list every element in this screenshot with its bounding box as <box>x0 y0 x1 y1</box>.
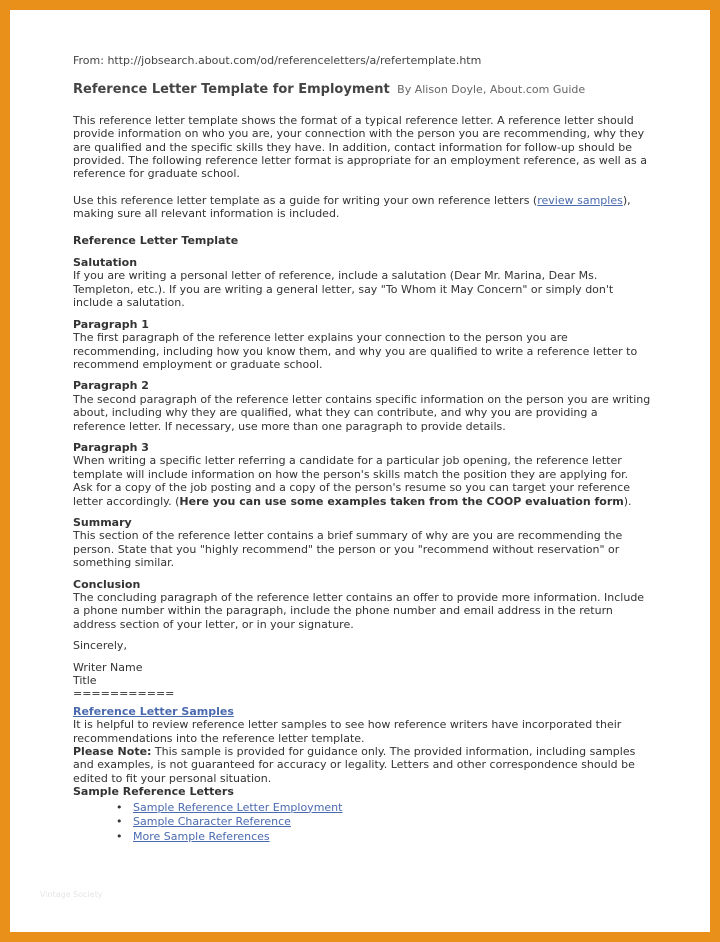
paragraph1-section <box>73 318 651 372</box>
section-heading: Salutation <box>73 256 138 270</box>
sample-character-link[interactable]: Sample Character Reference <box>133 815 291 829</box>
template-heading: Reference Letter Template <box>73 233 239 247</box>
closing: Sincerely, <box>73 639 127 653</box>
title-line <box>73 83 651 96</box>
writer-name: Writer Name <box>73 660 143 674</box>
source-line: From: http://jobsearch.about.com/od/referenceletters/a/refertemplate.htm <box>73 54 482 67</box>
salutation-section <box>73 256 651 310</box>
section-body: If you are writing a personal letter of reference, include a salutation (Dear Mr. Marina, Dear Ms. Templeton, etc.). If you are writing a general letter, say "To Whom it May Concern" or simply don't include a salutation. <box>73 269 614 310</box>
bullet-icon: • <box>116 815 123 829</box>
note-text: This sample is provided for guidance only. The provided information, including samples and examples, is not guaranteed for accuracy or legality. Letters and other correspondence should be edited to fit your personal situation. <box>73 745 636 785</box>
paragraph3-end: ). <box>623 494 632 508</box>
list-item <box>116 800 651 814</box>
paragraph2-section <box>73 379 651 433</box>
summary-section <box>73 516 651 570</box>
sample-employment-link[interactable]: Sample Reference Letter Employment <box>133 800 343 814</box>
samples-section <box>73 705 651 843</box>
guide-paragraph <box>73 194 651 221</box>
signature-block <box>73 661 651 701</box>
page-title: Reference Letter Template for Employment <box>73 82 390 98</box>
section-body <box>73 454 651 508</box>
note-paragraph <box>73 745 651 785</box>
section-heading: Paragraph 3 <box>73 440 149 454</box>
paragraph3-section <box>73 441 651 508</box>
review-samples-link[interactable]: review samples <box>537 193 623 207</box>
list-item <box>116 815 651 829</box>
list-item <box>116 829 651 843</box>
paragraph3-body: When writing a specific letter referring a candidate for a particular job opening, the reference letter template will include information on how the person's skills match the position they are applying for. Ask for a copy of the job posting and a copy of the person's resume so you can target your reference letter accordingly. ( <box>73 454 631 508</box>
document-content <box>73 54 651 844</box>
section-body: The first paragraph of the reference letter explains your connection to the person you are recommending, including how you know them, and why you are qualified to write a reference letter to recommend employment or graduate school. <box>73 331 638 371</box>
separator: =========== <box>73 687 175 701</box>
section-heading: Summary <box>73 515 132 529</box>
section-body: This section of the reference letter contains a brief summary of why are you are recommending the person. State that you "highly recommend" the person or you "recommend without reservation" or something similar. <box>73 529 623 570</box>
bullet-icon: • <box>116 800 123 814</box>
more-samples-link[interactable]: More Sample References <box>133 829 270 843</box>
section-heading: Conclusion <box>73 577 141 591</box>
guide-text-after: ), making sure all relevant information is included. <box>73 193 631 221</box>
conclusion-section <box>73 578 651 632</box>
section-heading: Paragraph 1 <box>73 317 149 331</box>
sample-letters-heading: Sample Reference Letters <box>73 785 234 799</box>
intro-paragraph: This reference letter template shows the format of a typical reference letter. A reference letter should provide information on who you are, your connection with the person you are recommending, why they are qualified and the specific skills they have. In addition, contact information for follow-up should be provided. The following reference letter format is appropriate for an employment reference, as well as a reference for graduate school. <box>73 113 647 181</box>
section-heading: Paragraph 2 <box>73 379 149 393</box>
section-body: The concluding paragraph of the reference letter contains an offer to provide more information. Include a phone number within the paragraph, include the phone number and email address in the return address section of your letter, or in your signature. <box>73 591 645 631</box>
writer-title: Title <box>73 674 97 688</box>
byline: By Alison Doyle, About.com Guide <box>397 83 586 97</box>
document-page <box>10 10 710 932</box>
samples-text: It is helpful to review reference letter samples to see how reference writers have incorporated their recommendations into the reference letter template. <box>73 718 622 745</box>
section-body: The second paragraph of the reference letter contains specific information on the person you are writing about, including why they are qualified, what they can contribute, and why you are providing a reference letter. If necessary, use more than one paragraph to provide details. <box>73 392 651 433</box>
reference-letter-samples-link[interactable]: Reference Letter Samples <box>73 704 234 718</box>
coop-examples-note: Here you can use some examples taken from the COOP evaluation form <box>179 494 624 508</box>
sample-links-list <box>73 801 651 844</box>
watermark: Vintage Society <box>40 890 103 899</box>
guide-text-before: Use this reference letter template as a guide for writing your own reference letters ( <box>73 193 538 207</box>
bullet-icon: • <box>116 829 123 843</box>
note-label: Please Note: <box>73 745 152 759</box>
